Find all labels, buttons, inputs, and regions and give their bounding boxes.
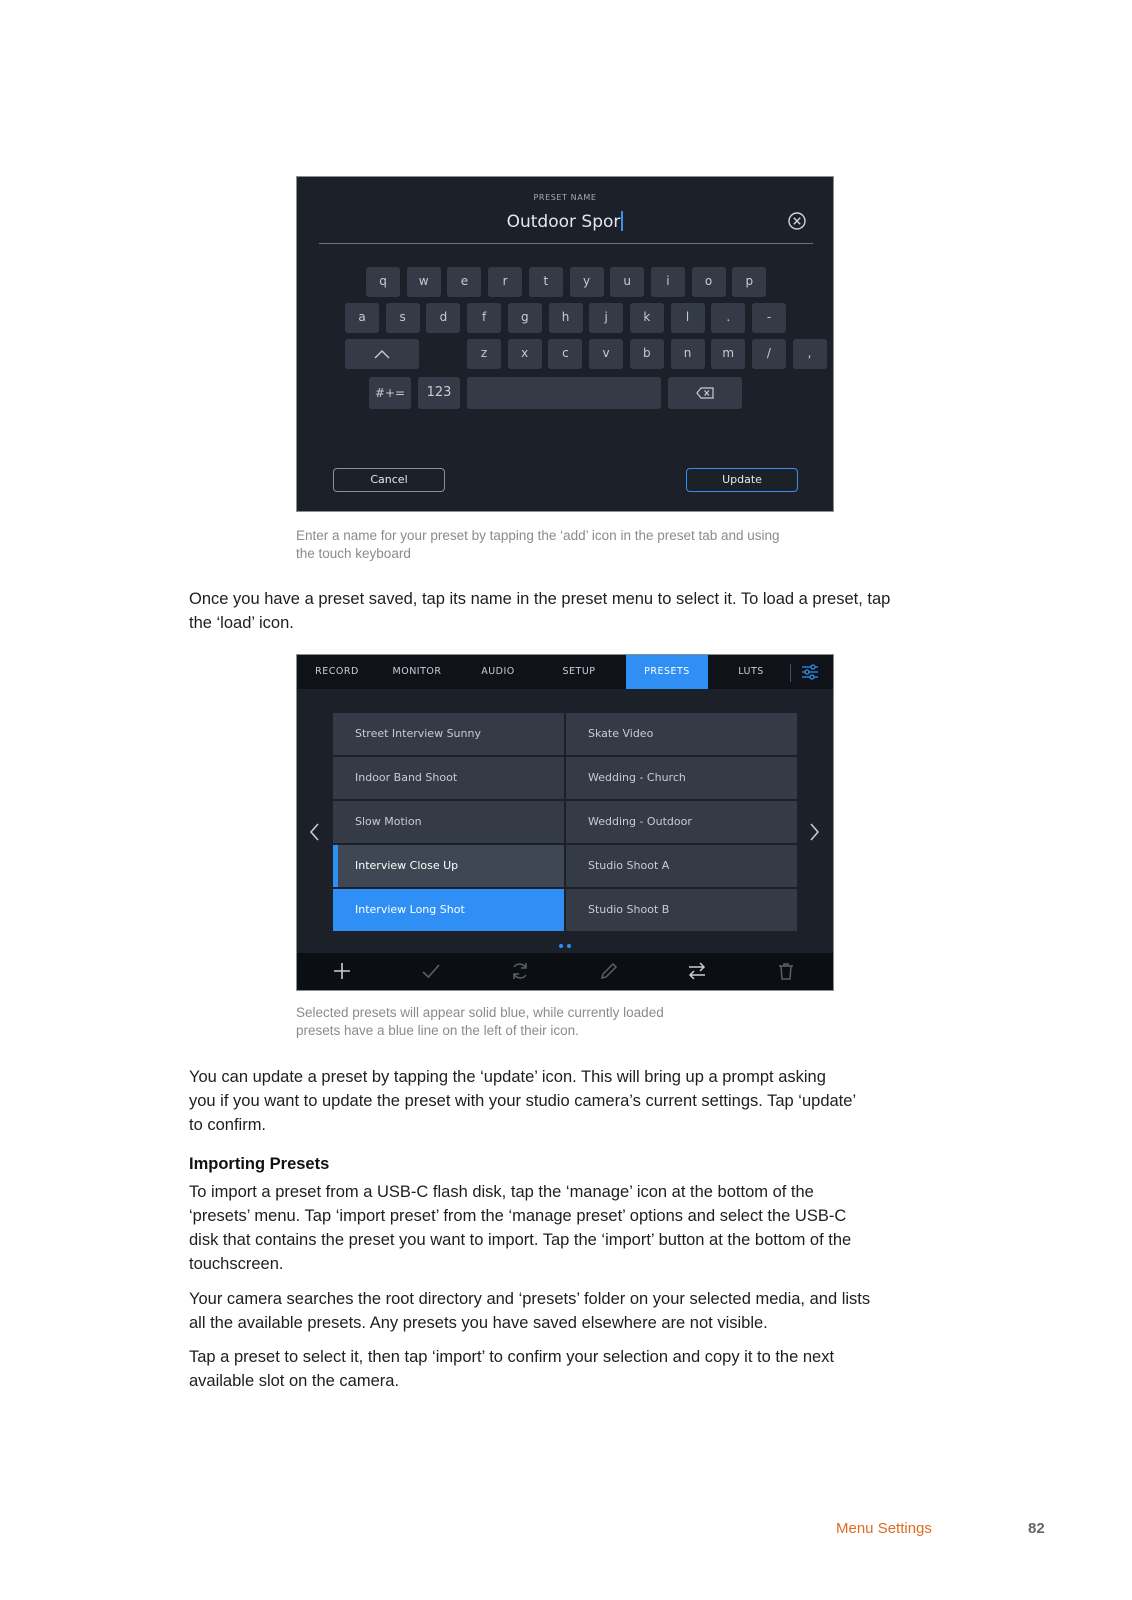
preset-item[interactable]: Wedding - Church — [566, 757, 797, 799]
update-button[interactable]: Update — [686, 468, 798, 492]
keyboard-key[interactable]: q — [366, 267, 400, 297]
presets-menu-screenshot — [296, 654, 834, 991]
keyboard-key[interactable]: / — [752, 339, 786, 369]
paragraph-line: all the available presets. Any presets you have saved elsewhere are not visible. — [189, 1314, 768, 1332]
tab-setup[interactable]: SETUP — [562, 666, 596, 677]
paragraph-line: To import a preset from a USB-C flash disk, tap the ‘manage’ icon at the bottom of the — [189, 1183, 814, 1201]
paragraph-line: ‘presets’ menu. Tap ‘import preset’ from the ‘manage preset’ options and select the USB-C — [189, 1207, 847, 1225]
keyboard-key[interactable]: f — [467, 303, 501, 333]
tab-divider — [790, 664, 791, 682]
update-icon[interactable] — [510, 961, 530, 981]
keyboard-key[interactable]: s — [386, 303, 420, 333]
paragraph-line: touchscreen. — [189, 1255, 284, 1273]
keyboard-key[interactable]: c — [548, 339, 582, 369]
paragraph-update-preset — [189, 1065, 969, 1137]
keyboard-key[interactable]: a — [345, 303, 379, 333]
shift-icon — [374, 349, 390, 359]
chevron-right-icon[interactable] — [807, 821, 821, 843]
caption-presets-line-2: presets have a blue line on the left of their icon. — [296, 1023, 579, 1038]
paragraph-line: Tap a preset to select it, then tap ‘import’ to confirm your selection and copy it to the next — [189, 1348, 835, 1366]
keyboard-key[interactable]: x — [508, 339, 542, 369]
tab-monitor[interactable]: MONITOR — [392, 666, 442, 677]
keyboard-key[interactable]: p — [732, 267, 766, 297]
keyboard-key[interactable]: n — [671, 339, 705, 369]
preset-item[interactable]: Studio Shoot B — [566, 889, 797, 931]
caption-presets-line-1: Selected presets will appear solid blue, while currently loaded — [296, 1005, 664, 1020]
keyboard-key[interactable]: h — [549, 303, 583, 333]
paragraph-camera-search — [189, 1287, 969, 1335]
numbers-key[interactable]: 123 — [418, 377, 460, 409]
keyboard-key[interactable]: , — [793, 339, 827, 369]
paragraph-line: to confirm. — [189, 1116, 267, 1134]
preset-item-selected[interactable]: Interview Long Shot — [333, 889, 564, 931]
keyboard-key[interactable]: j — [589, 303, 623, 333]
presets-toolbar — [297, 953, 833, 990]
paragraph-select-preset — [189, 587, 969, 635]
paragraph-line: You can update a preset by tapping the ‘update’ icon. This will bring up a prompt asking — [189, 1068, 826, 1086]
paragraph-line: available slot on the camera. — [189, 1372, 400, 1390]
keyboard-key[interactable]: u — [610, 267, 644, 297]
tab-luts[interactable]: LUTS — [738, 666, 764, 677]
keyboard-key[interactable]: l — [671, 303, 705, 333]
keyboard-key[interactable]: t — [529, 267, 563, 297]
plus-icon[interactable] — [332, 961, 352, 981]
keyboard-key[interactable]: . — [711, 303, 745, 333]
space-key[interactable] — [467, 377, 661, 409]
preset-item[interactable]: Studio Shoot A — [566, 845, 797, 887]
loaded-indicator-bar — [333, 845, 338, 887]
paragraph-import-steps — [189, 1180, 969, 1276]
paragraph-line: disk that contains the preset you want to import. Tap the ‘import’ button at the bottom of the — [189, 1231, 852, 1249]
preset-name-value: Outdoor Spor — [506, 212, 621, 232]
page-dot — [567, 944, 571, 948]
footer-page-number: 82 — [1028, 1520, 1045, 1537]
preset-item-label: Interview Close Up — [355, 859, 459, 872]
symbols-key[interactable]: #+= — [369, 377, 411, 409]
caption-keyboard — [296, 527, 856, 563]
paragraph-line: Your camera searches the root directory and ‘presets’ folder on your selected media, and lists — [189, 1290, 871, 1308]
field-underline — [319, 243, 813, 244]
preset-item[interactable]: Street Interview Sunny — [333, 713, 564, 755]
caption-presets — [296, 1004, 856, 1040]
keyboard-key[interactable]: r — [488, 267, 522, 297]
preset-item[interactable]: Wedding - Outdoor — [566, 801, 797, 843]
keyboard-key[interactable]: o — [692, 267, 726, 297]
page-dot-active — [559, 944, 563, 948]
trash-icon[interactable] — [776, 961, 796, 981]
manage-icon[interactable] — [687, 961, 707, 981]
text-caret — [621, 211, 623, 231]
tab-record[interactable]: RECORD — [315, 666, 359, 677]
shift-key[interactable] — [345, 339, 419, 369]
keyboard-key[interactable]: d — [426, 303, 460, 333]
preset-item-loaded[interactable] — [333, 845, 564, 887]
chevron-left-icon[interactable] — [308, 821, 322, 843]
preset-name-keyboard-screenshot — [296, 176, 834, 512]
keyboard-key[interactable]: k — [630, 303, 664, 333]
caption-keyboard-line-1: Enter a name for your preset by tapping the ‘add’ icon in the preset tab and using — [296, 528, 780, 543]
backspace-icon — [696, 387, 714, 399]
cancel-button[interactable]: Cancel — [333, 468, 445, 492]
menu-tab-bar — [297, 655, 833, 689]
paragraph-import-confirm — [189, 1345, 969, 1393]
keyboard-key[interactable]: e — [447, 267, 481, 297]
backspace-key[interactable] — [668, 377, 742, 409]
keyboard-key[interactable]: w — [407, 267, 441, 297]
check-icon[interactable] — [421, 961, 441, 981]
pencil-icon[interactable] — [599, 961, 619, 981]
keyboard-key[interactable]: z — [467, 339, 501, 369]
preset-item[interactable]: Skate Video — [566, 713, 797, 755]
keyboard-key[interactable]: y — [570, 267, 604, 297]
clear-text-icon[interactable] — [788, 212, 806, 230]
preset-name-label: PRESET NAME — [533, 193, 597, 202]
section-heading-importing-presets: Importing Presets — [189, 1155, 330, 1173]
keyboard-key[interactable]: - — [752, 303, 786, 333]
paragraph-line: the ‘load’ icon. — [189, 614, 294, 632]
preset-item[interactable]: Indoor Band Shoot — [333, 757, 564, 799]
keyboard-key[interactable]: i — [651, 267, 685, 297]
keyboard-key[interactable]: g — [508, 303, 542, 333]
preset-name-field[interactable] — [297, 211, 833, 232]
caption-keyboard-line-2: the touch keyboard — [296, 546, 411, 561]
keyboard-key[interactable]: m — [711, 339, 745, 369]
tab-presets[interactable]: PRESETS — [626, 655, 708, 689]
paragraph-line: Once you have a preset saved, tap its name in the preset menu to select it. To load a preset, tap — [189, 590, 891, 608]
footer-section-title: Menu Settings — [836, 1520, 932, 1537]
keyboard-key[interactable]: b — [630, 339, 664, 369]
paragraph-line: you if you want to update the preset with your studio camera’s current settings. Tap ‘update’ — [189, 1092, 857, 1110]
keyboard-key[interactable]: v — [589, 339, 623, 369]
tab-audio[interactable]: AUDIO — [481, 666, 515, 677]
settings-sliders-icon[interactable] — [801, 664, 819, 680]
preset-item[interactable]: Slow Motion — [333, 801, 564, 843]
